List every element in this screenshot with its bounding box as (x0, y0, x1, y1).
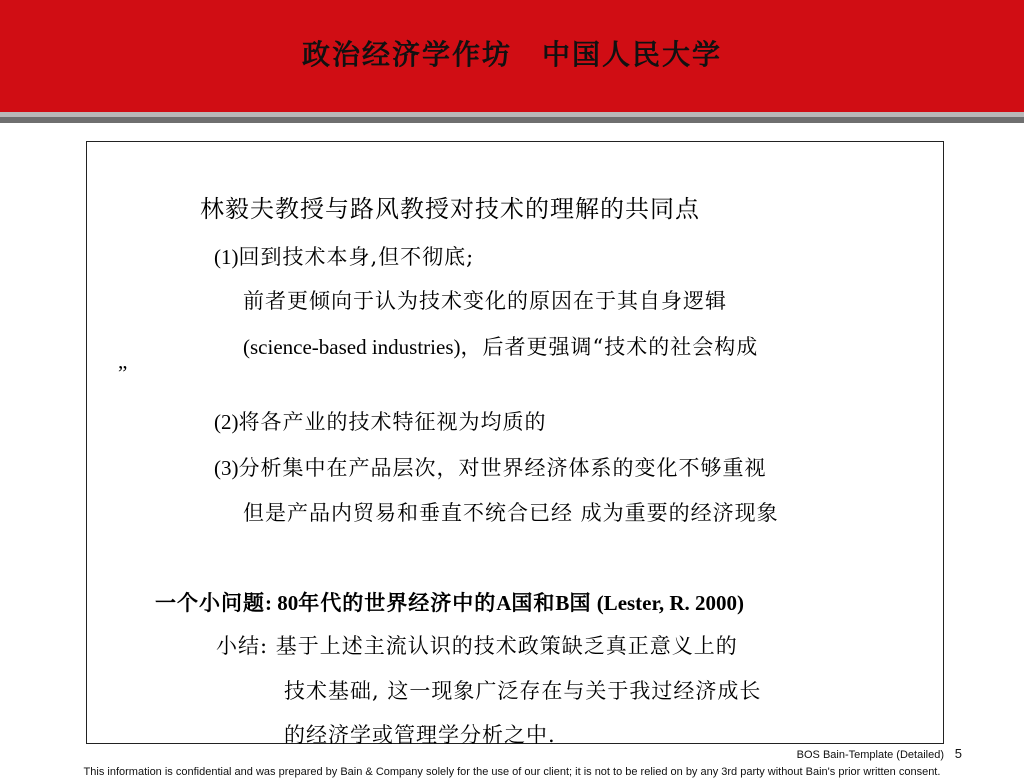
point-1-text: 回到技术本身,但不彻底; (238, 245, 475, 269)
question-country: 国 (569, 590, 592, 615)
point-3-number: (3) (214, 456, 239, 480)
point-1 (214, 244, 474, 270)
header-divider-dark (0, 117, 1024, 123)
point-1-detail-text: ，后者更强调“技术的社会构成 (460, 335, 759, 359)
question-colon-year: : 80 (265, 591, 299, 615)
country-b: B (555, 591, 570, 615)
page-number: 5 (954, 746, 962, 761)
question-text: 年代的世界经济中的 (298, 590, 497, 615)
closing-quote: ” (118, 361, 128, 385)
point-3-text: 分析集中在产品层次，对世界经济体系的变化不够重视 (238, 456, 767, 480)
point-3 (214, 455, 767, 481)
template-label: BOS Bain-Template (Detailed) (796, 749, 944, 761)
summary-line-1: 小结: 基于上述主流认识的技术政策缺乏真正意义上的 (216, 634, 738, 658)
header-banner (0, 0, 1024, 112)
point-2-text: 将各产业的技术特征视为均质的 (238, 410, 547, 434)
header-title: 政治经济学作坊 中国人民大学 (301, 38, 722, 71)
summary-line-2: 技术基础, 这一现象广泛存在与关于我过经济成长 (284, 679, 762, 703)
point-1-detail-line-2 (243, 334, 758, 360)
point-1-detail-line: 前者更倾向于认为技术变化的原因在于其自身逻辑 (243, 289, 727, 313)
point-2 (214, 409, 547, 435)
point-3-detail-line: 但是产品内贸易和垂直不统合已经 成为重要的经济现象 (243, 501, 779, 525)
content-heading: 林毅夫教授与路风教授对技术的理解的共同点 (200, 195, 700, 223)
question-and: 国和 (511, 590, 556, 615)
small-question (155, 590, 744, 616)
question-label: 一个小问题 (155, 590, 265, 615)
confidentiality-note: This information is confidential and was prepared by Bain & Company solely for the use of our client; it is not to be relied on by any 3rd party without Bain's prior written consent. (83, 766, 941, 778)
science-based-term: (science-based industries) (243, 335, 461, 359)
country-a: A (496, 591, 512, 615)
question-citation: (Lester, R. 2000) (591, 591, 745, 615)
point-2-number: (2) (214, 410, 239, 434)
summary-line-3: 的经济学或管理学分析之中. (284, 723, 556, 747)
point-1-number: (1) (214, 245, 239, 269)
